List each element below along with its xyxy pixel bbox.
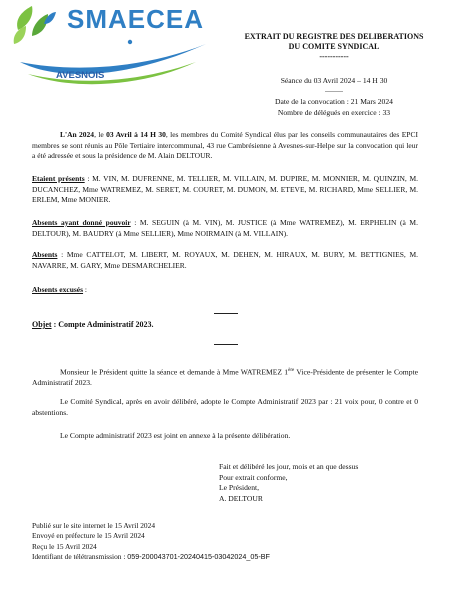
footer-identifiant-value: 059-200043701-20240415-03042024_05-BF [127, 552, 270, 562]
presents-list: : M. VIN, M. DUFRENNE, M. TELLIER, M. VILLAIN, M. DUPIRE, M. MONNIER, M. QUINZIN, M. DUCANCHEZ, Mme WATREMEZ, M. SERET, M. COURET, M. DUMON, M. ETEVE, M. RICHARD, Mme SELLIER, M. ERLEM, Mme MONIER. [32, 174, 418, 204]
footer-publie: Publié sur le site internet le 15 Avril 2024 [32, 521, 156, 530]
header-subtitle: DU COMITE SYNDICAL [288, 42, 380, 51]
delegates-count: Nombre de délégués en exercice : 33 [277, 107, 391, 117]
absents-label: Absents [32, 250, 58, 259]
intro-text-2: , les membres du Comité Syndical élus par les conseils communautaires des EPCI membres se sont réunis au Pôle Tertiaire intercommunal, 43 rue Cambrésienne à Avesnes-sur-Helpe sur la convocation qui leur a été adressée et sous la présidence de M. Alain DELTOUR. [32, 130, 418, 160]
presents-paragraph [32, 174, 418, 206]
body-p1-a: Monsieur le Président quitte la séance et demande à Mme WATREMEZ 1 [60, 367, 289, 377]
smaecea-logo [10, 4, 210, 92]
absents-paragraph [32, 250, 418, 271]
signature-block [219, 462, 358, 504]
logo-region: AVESNOIS [56, 70, 105, 81]
body-p1-sup: ère [288, 368, 295, 373]
excuses-paragraph [32, 285, 418, 296]
body-p1-b: Vice-Présidente de présenter le Compte Administratif 2023. [32, 367, 418, 388]
meeting-info [236, 76, 432, 118]
footer-envoye: Envoyé en préfecture le 15 Avril 2024 [32, 531, 145, 541]
objet-line [32, 320, 154, 329]
seance-date: Séance du 03 Avril 2024 – 14 H 30 [280, 76, 388, 85]
intro-text-1: , le [94, 130, 107, 139]
separator-top [214, 313, 238, 314]
signature-line-4: A. DELTOUR [219, 493, 263, 503]
header-dashes: ----------- [319, 52, 349, 61]
logo-title: SMAECEA [67, 4, 205, 34]
convocation-date: Date de la convocation : 21 Mars 2024 [275, 97, 393, 106]
pouvoirs-list: : M. SEGUIN (à M. VIN), M. JUSTICE (à Mme WATREMEZ), M. ERPHELIN (à M. DELTOUR), M. BAUDRY (à Mme SELLIER), Mme NOIRMAIN (à M. VILLAIN). [32, 218, 418, 238]
signature-line-1: Fait et délibéré les jour, mois et an que dessus [219, 462, 359, 471]
signature-line-2: Pour extrait conforme, [219, 472, 288, 482]
footer-block [32, 521, 270, 563]
seance-dots: --------- [325, 88, 343, 95]
footer-identifiant [32, 552, 270, 562]
header-title: EXTRAIT DU REGISTRE DES DELIBERATIONS [244, 32, 424, 41]
pouvoirs-label: Absents ayant donné pouvoir [32, 218, 131, 227]
intro-year: L'An 2024 [60, 130, 95, 139]
body-paragraph-2: Le Comité Syndical, après en avoir délibéré, adopte le Compte Administratif 2023 par : 21 voix pour, 0 contre et 0 abstentions. [32, 397, 418, 417]
objet-text: : Compte Administratif 2023. [51, 320, 154, 329]
footer-recu: Reçu le 15 Avril 2024 [32, 541, 97, 551]
body-paragraph-3: Le Compte administratif 2023 est joint en annexe à la présente délibération. [60, 431, 291, 440]
objet-label: Objet [32, 320, 52, 329]
excuses-list: : [83, 285, 88, 294]
presents-label: Etaient présents [32, 174, 85, 183]
excuses-label: Absents excusés [32, 285, 84, 294]
absents-list: : Mme CATTELOT, M. LIBERT, M. ROYAUX, M. DEHEN, M. HIRAUX, M. BURY, M. BETTIGNIES, M. NAVARRE, M. GARY, Mme DESMARCHELIER. [32, 250, 418, 270]
document-header [236, 32, 432, 62]
separator-bottom [214, 344, 238, 345]
body-paragraph-1 [32, 366, 418, 389]
intro-date: 03 Avril à 14 H 30 [106, 130, 166, 139]
footer-identifiant-label: Identifiant de télétransmission : [32, 552, 128, 562]
signature-line-3: Le Président, [219, 483, 260, 492]
intro-paragraph [32, 130, 418, 162]
pouvoirs-paragraph [32, 218, 418, 239]
